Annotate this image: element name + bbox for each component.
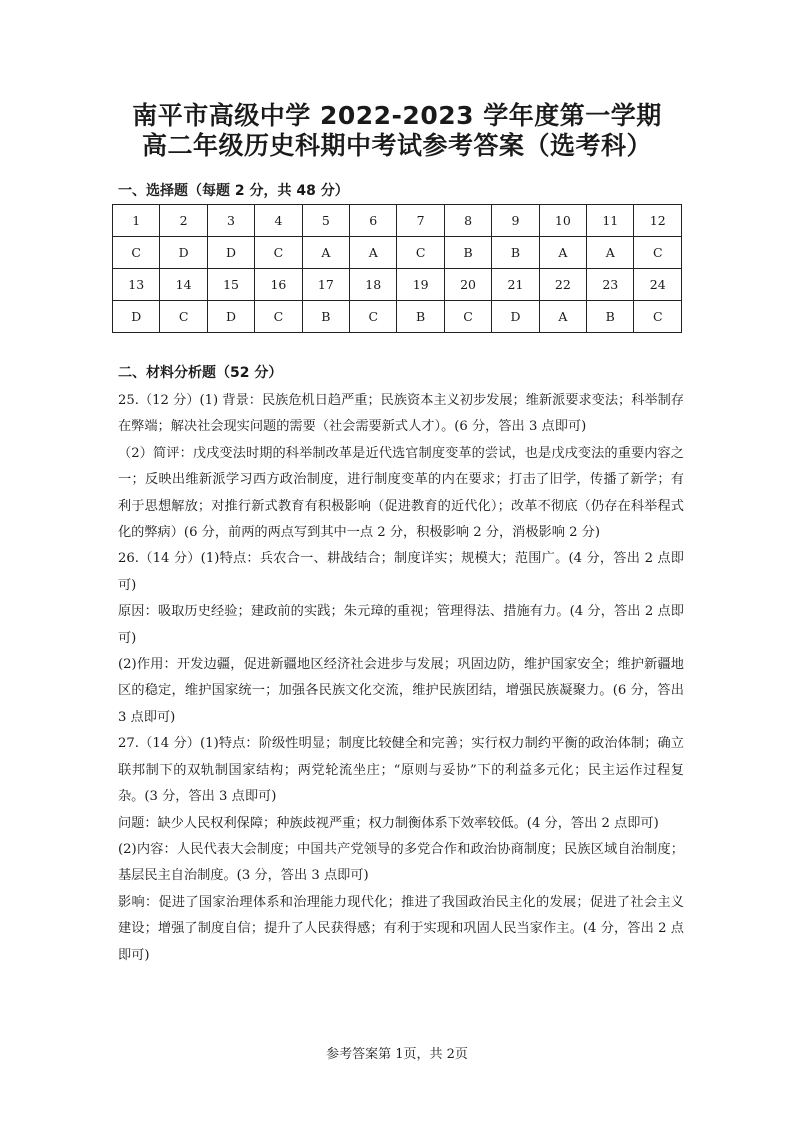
question-number-cell: 13 — [113, 269, 160, 301]
answer-cell: C — [634, 301, 682, 333]
answer-paragraph: (2)作用：开发边疆，促进新疆地区经济社会进步与发展；巩固边防，维护国家安全；维护新疆地区的稳定，维护国家统一；加强各民族文化交流，维护民族团结，增强民族凝聚力。(6 分，答出 3 点即可) — [118, 657, 684, 725]
answer-cell: D — [160, 237, 207, 269]
question-number-row — [113, 205, 682, 237]
question-number-cell: 12 — [634, 205, 682, 237]
answer-cell: B — [444, 237, 491, 269]
question-number-cell: 6 — [350, 205, 397, 237]
question-number-cell: 9 — [492, 205, 539, 237]
answer-cell: C — [160, 301, 207, 333]
question-number-cell: 20 — [444, 269, 491, 301]
answer-row — [113, 237, 682, 269]
answer-cell: C — [444, 301, 491, 333]
answer-cell: C — [255, 237, 302, 269]
answer-paragraph: 问题：缺少人民权利保障；种族歧视严重；权力制衡体系下效率较低。(4 分，答出 2 点即可) — [118, 815, 659, 831]
question-number-cell: 11 — [587, 205, 634, 237]
question-number-cell: 8 — [444, 205, 491, 237]
document-title: 南平市高级中学 2022-2023 学年度第一学期 — [132, 101, 662, 130]
answer-paragraph: （2）简评：戊戌变法时期的科举制改革是近代选官制度变革的尝试，也是戊戌变法的重要内容之一；反映出维新派学习西方政治制度，进行制度变革的内在要求；打击了旧学，传播了新学；有利于思想解放；对推行新式教育有积极影响（促进教育的近代化）；改革不彻底（仍存在科举程式化的弊病）(6 分，前两的两点写到其中一点 2 分，积极影响 2 分，消极影响 2 分) — [118, 445, 684, 541]
answer-paragraph: 26.（14 分）(1)特点：兵农合一、耕战结合；制度详实；规模大；范围广。(4 分，答出 2 点即可) — [118, 551, 684, 593]
answer-cell: D — [207, 301, 254, 333]
answer-paragraph: 原因：吸取历史经验；建政前的实践；朱元璋的重视；管理得法、措施有力。(4 分，答出 2 点即可) — [118, 604, 684, 646]
question-number-cell: 18 — [350, 269, 397, 301]
answer-cell: B — [492, 237, 539, 269]
question-number-cell: 2 — [160, 205, 207, 237]
question-number-cell: 7 — [397, 205, 444, 237]
question-number-cell: 22 — [539, 269, 586, 301]
answer-cell: B — [302, 301, 349, 333]
answer-cell: D — [113, 301, 160, 333]
question-number-cell: 15 — [207, 269, 254, 301]
question-number-cell: 14 — [160, 269, 207, 301]
answer-cell: C — [634, 237, 682, 269]
answer-paragraph: 影响：促进了国家治理体系和治理能力现代化；推进了我国政治民主化的发展；促进了社会主义建设；增强了制度自信；提升了人民获得感；有利于实现和巩固人民当家作主。(4 分，答出 2 点即可) — [118, 894, 684, 963]
section-heading-material-analysis: 二、材料分析题（52 分） — [118, 365, 283, 381]
question-number-cell: 1 — [113, 205, 160, 237]
answer-paragraph: 25.（12 分）(1) 背景：民族危机日趋严重；民族资本主义初步发展；维新派要求变法；科举制存在弊端；解决社会现实问题的需要（社会需要新式人才）。(6 分，答出 3 点即可) — [118, 393, 684, 435]
answer-cell: C — [397, 237, 444, 269]
answer-cell: C — [350, 301, 397, 333]
question-number-cell: 17 — [302, 269, 349, 301]
answer-cell: A — [350, 237, 397, 269]
question-number-row — [113, 269, 682, 301]
answer-cell: A — [539, 237, 586, 269]
question-number-cell: 3 — [207, 205, 254, 237]
answer-cell: D — [207, 237, 254, 269]
question-number-cell: 23 — [587, 269, 634, 301]
answer-content — [118, 388, 684, 969]
answer-paragraph: (2)内容：人民代表大会制度；中国共产党领导的多党合作和政治协商制度；民族区域自治制度；基层民主自治制度。(3 分，答出 3 点即可) — [118, 841, 684, 884]
section-heading-multiple-choice: 一、选择题（每题 2 分，共 48 分） — [118, 183, 349, 199]
answer-cell: A — [587, 237, 634, 269]
page-footer: 参考答案第 1页，共 2页 — [326, 1047, 468, 1062]
question-number-cell: 10 — [539, 205, 586, 237]
question-number-cell: 16 — [255, 269, 302, 301]
question-number-cell: 4 — [255, 205, 302, 237]
answer-cell: A — [302, 237, 349, 269]
question-number-cell: 21 — [492, 269, 539, 301]
answer-row — [113, 301, 682, 333]
answer-cell: A — [539, 301, 586, 333]
answer-cell: C — [113, 237, 160, 269]
answer-cell: B — [587, 301, 634, 333]
answer-cell: D — [492, 301, 539, 333]
answer-table — [112, 204, 682, 333]
answer-cell: B — [397, 301, 444, 333]
question-number-cell: 5 — [302, 205, 349, 237]
answer-cell: C — [255, 301, 302, 333]
document-subtitle: 高二年级历史科期中考试参考答案（选考科） — [141, 131, 652, 160]
question-number-cell: 19 — [397, 269, 444, 301]
question-number-cell: 24 — [634, 269, 682, 301]
answer-paragraph: 27.（14 分）(1)特点：阶级性明显；制度比较健全和完善；实行权力制约平衡的政治体制；确立联邦制下的双轨制国家结构；两党轮流坐庄；“原则与妥协”下的利益多元化；民主运作过程复杂。(3 分，答出 3 点即可) — [118, 736, 684, 805]
